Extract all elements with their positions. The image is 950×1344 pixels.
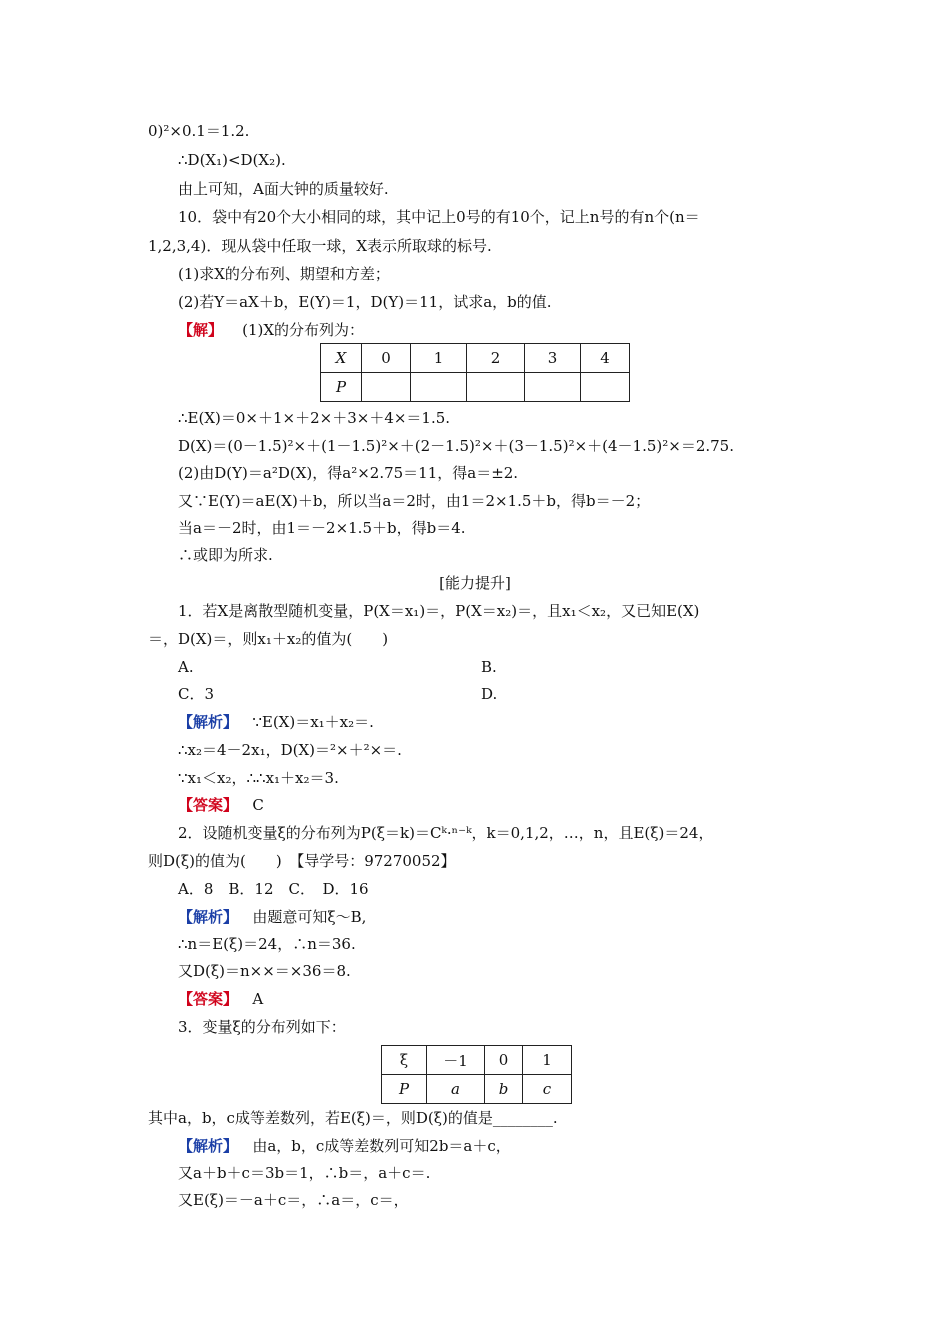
table-cell: 0 [362,344,411,373]
answer-text: C [252,796,264,814]
question-3-line: 3．变量ξ的分布列如下： [178,1018,346,1036]
table-cell [525,373,581,402]
choice-d: D. [481,685,498,703]
analysis-text: 由题意可知ξ～B, [252,908,367,926]
table-cell: 3 [525,344,581,373]
table-cell: 0 [485,1046,523,1075]
text-line: ∵x₁＜x₂，∴∴x₁＋x₂＝3. [178,769,339,787]
table-row [382,1075,572,1104]
text-line: ∴n＝E(ξ)＝24，∴n＝36. [178,935,356,953]
text-line: D(X)＝(0－1.5)²×＋(1－1.5)²×＋(2－1.5)²×＋(3－1.5)²×＋(4－1.5)²×＝2.75. [178,437,734,455]
text-line: 又a＋b＋c＝3b＝1，∴b＝，a＋c＝. [178,1164,431,1182]
analysis-line [178,1136,511,1156]
table-cell [362,373,411,402]
answer-tag: 【答案】 [178,990,239,1008]
table-cell: c [523,1075,572,1104]
text-line: 由上可知，A面大钟的质量较好. [178,180,389,198]
text-line: 又∵E(Y)＝aE(X)＋b，所以当a＝2时，由1＝2×1.5＋b，得b＝－2； [178,492,651,510]
text-line: ∴E(X)＝0×＋1×＋2×＋3×＋4×＝1.5. [178,409,451,427]
analysis-tag: 【解析】 [178,1137,239,1155]
table-cell: X [321,344,362,373]
table-cell: P [382,1075,427,1104]
question-2-line1: 2．设随机变量ξ的分布列为P(ξ＝k)＝Cᵏ·ⁿ⁻ᵏ，k＝0,1,2，…，n，且E(ξ)＝24， [178,824,714,842]
text-line: (1)求X的分布列、期望和方差； [178,265,390,283]
answer-tag: 【答案】 [178,796,239,814]
text-line: ∴或即为所求. [178,546,273,564]
text-line: 0)²×0.1＝1.2. [148,122,250,140]
table-cell [467,373,525,402]
table-row [382,1046,572,1075]
text-line: 其中a，b，c成等差数列，若E(ξ)＝，则D(ξ)的值是________. [148,1109,558,1127]
table-cell: a [427,1075,485,1104]
analysis-tag: 【解析】 [178,908,239,926]
question-10-line1: 10．袋中有20个大小相同的球，其中记上0号的有10个，记上n号的有n个(n＝ [178,208,700,226]
question-10-line2: 1,2,3,4)．现从袋中任取一球，X表示所取球的标号. [148,237,492,255]
analysis-line [178,907,366,927]
text-line: 又D(ξ)＝n××＝×36＝8. [178,962,351,980]
table-cell: ξ [382,1046,427,1075]
question-1-line1: 1．若X是离散型随机变量，P(X＝x₁)＝，P(X＝x₂)＝，且x₁＜x₂，又已知E(X) [178,602,700,620]
answer-line [178,795,264,815]
distribution-table-x [320,343,630,402]
section-heading: [能力提升] [439,574,511,592]
solution-line [178,320,364,340]
choice-c: C．3 [178,685,215,703]
question-1-line2: ＝，D(X)＝，则x₁＋x₂的值为( ) [148,630,389,648]
table-cell: 2 [467,344,525,373]
choice-b: B. [481,658,497,676]
table-row [321,373,630,402]
table-cell: 1 [411,344,467,373]
text-line: (2)若Y＝aX＋b，E(Y)＝1，D(Y)＝11，试求a，b的值. [178,293,552,311]
answer-text: A [252,990,264,1008]
analysis-text: ∵E(X)＝x₁＋x₂＝. [252,713,374,731]
table-cell: －1 [427,1046,485,1075]
question-2-line2: 则D(ξ)的值为( ) 【导学号：97270052】 [148,852,456,870]
table-cell [581,373,630,402]
distribution-table-xi [381,1045,572,1104]
table-cell: 4 [581,344,630,373]
choice-a: A. [178,658,194,676]
answer-line [178,989,263,1009]
table-cell: P [321,373,362,402]
table-cell: b [485,1075,523,1104]
analysis-text: 由a，b，c成等差数列可知2b＝a＋c， [252,1137,511,1155]
table-cell [411,373,467,402]
table-cell: 1 [523,1046,572,1075]
table-row [321,344,630,373]
solution-tag: 【解】 [178,321,224,339]
question-2-choices: A．8 B．12 C． D．16 [178,880,369,898]
text-line: (2)由D(Y)＝a²D(X)，得a²×2.75＝11，得a＝±2. [178,464,519,482]
text-line: ∴D(X₁)<D(X₂). [178,151,286,169]
text-line: 又E(ξ)＝－a＋c＝，∴a＝，c＝， [178,1191,409,1209]
text-line: 当a＝－2时，由1＝－2×1.5＋b，得b＝4. [178,519,466,537]
text-line: ∴x₂＝4－2x₁，D(X)＝²×＋²×＝. [178,741,402,759]
analysis-line [178,712,374,732]
analysis-tag: 【解析】 [178,713,239,731]
solution-text: (1)X的分布列为： [242,321,365,339]
